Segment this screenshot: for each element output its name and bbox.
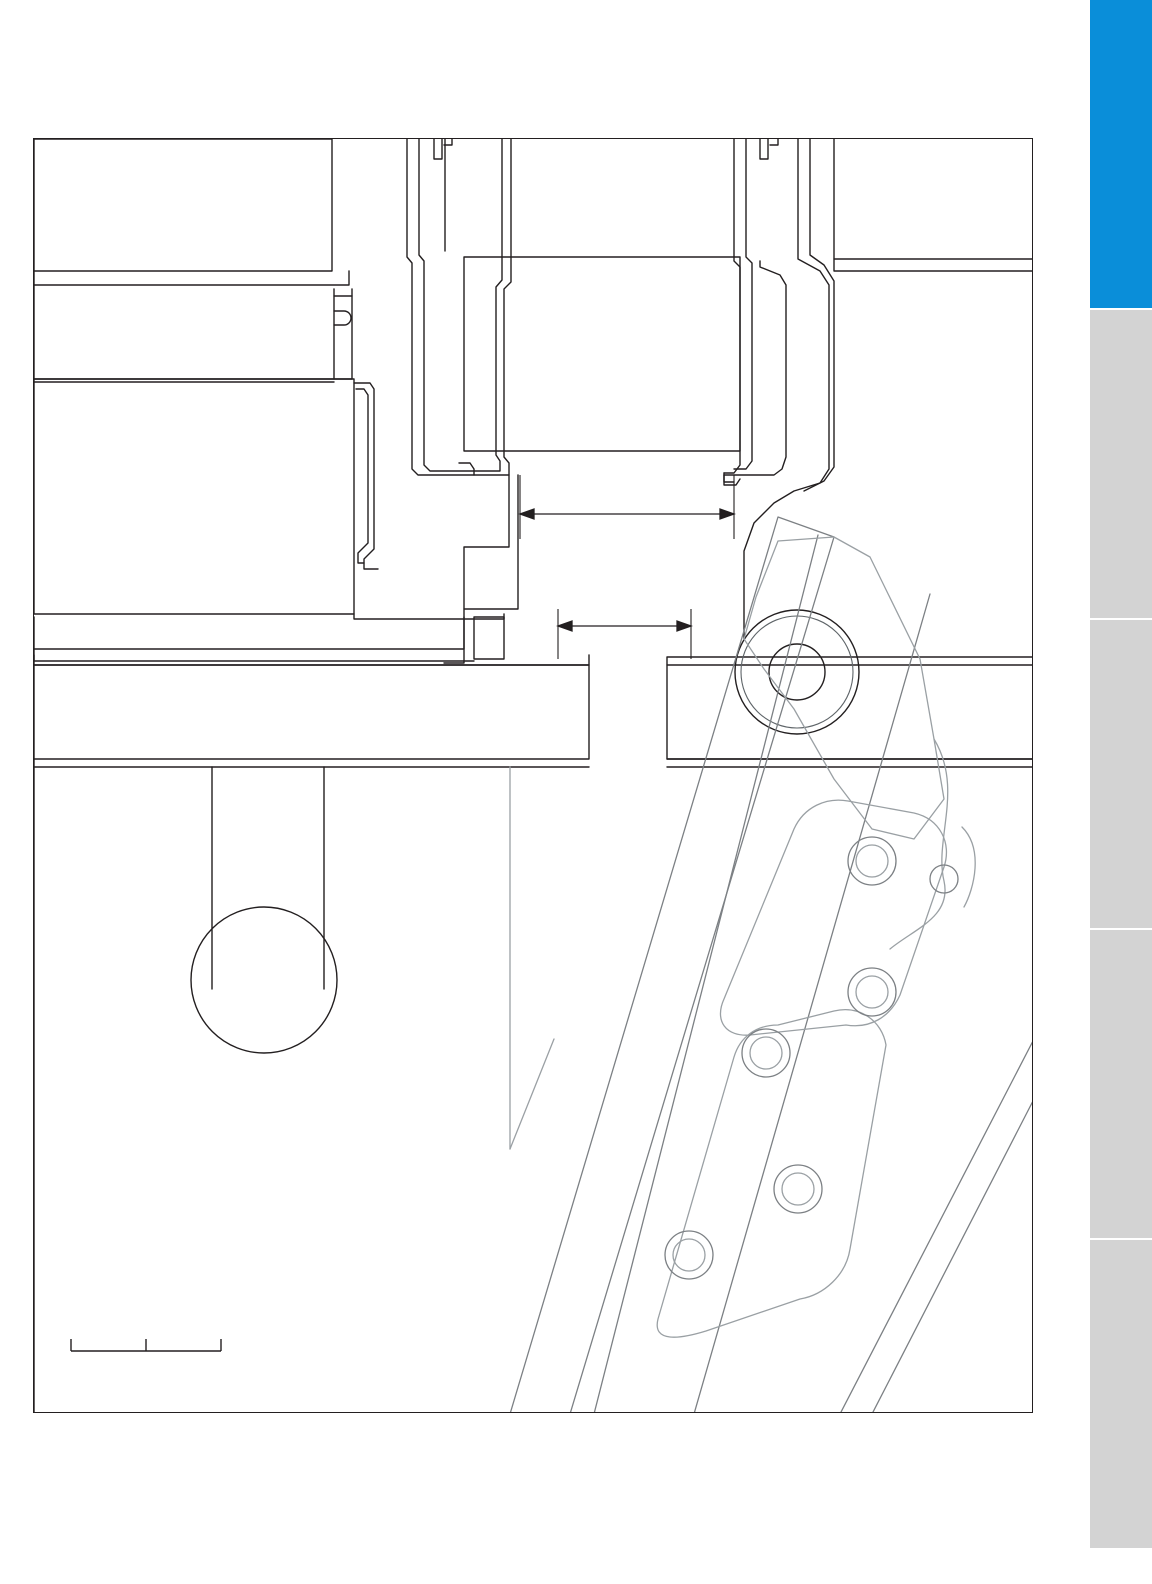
left-glazing-panel (34, 379, 504, 619)
chapter-tab-1[interactable] (1090, 0, 1152, 308)
upper-left-panel (34, 139, 349, 285)
chapter-tab-3[interactable] (1090, 620, 1152, 928)
lower-operating-mechanism (510, 517, 1033, 1413)
technical-drawing-frame (33, 138, 1033, 1413)
chapter-tab-5[interactable] (1090, 1240, 1152, 1548)
chapter-tab-2[interactable] (1090, 310, 1152, 618)
dimension-arrows-group (520, 475, 734, 659)
right-frame-profile (724, 139, 778, 485)
right-base-slab (667, 657, 1033, 767)
scale-bar (71, 1339, 221, 1351)
fastener-rings (665, 837, 958, 1279)
chapter-tab-4[interactable] (1090, 930, 1152, 1238)
anchor-stem-and-boss (191, 767, 337, 1053)
left-sill-profile (34, 617, 474, 661)
left-horizontal-rail-upper (34, 285, 352, 379)
central-mullion-profile (407, 139, 511, 475)
chapter-tab-strip (1090, 0, 1152, 1584)
center-sash-vertical (444, 475, 518, 663)
center-glazing-unit (464, 257, 740, 451)
right-upper-panel (834, 139, 1033, 271)
technical-drawing-svg (34, 139, 1033, 1413)
left-base-slab (34, 655, 589, 767)
